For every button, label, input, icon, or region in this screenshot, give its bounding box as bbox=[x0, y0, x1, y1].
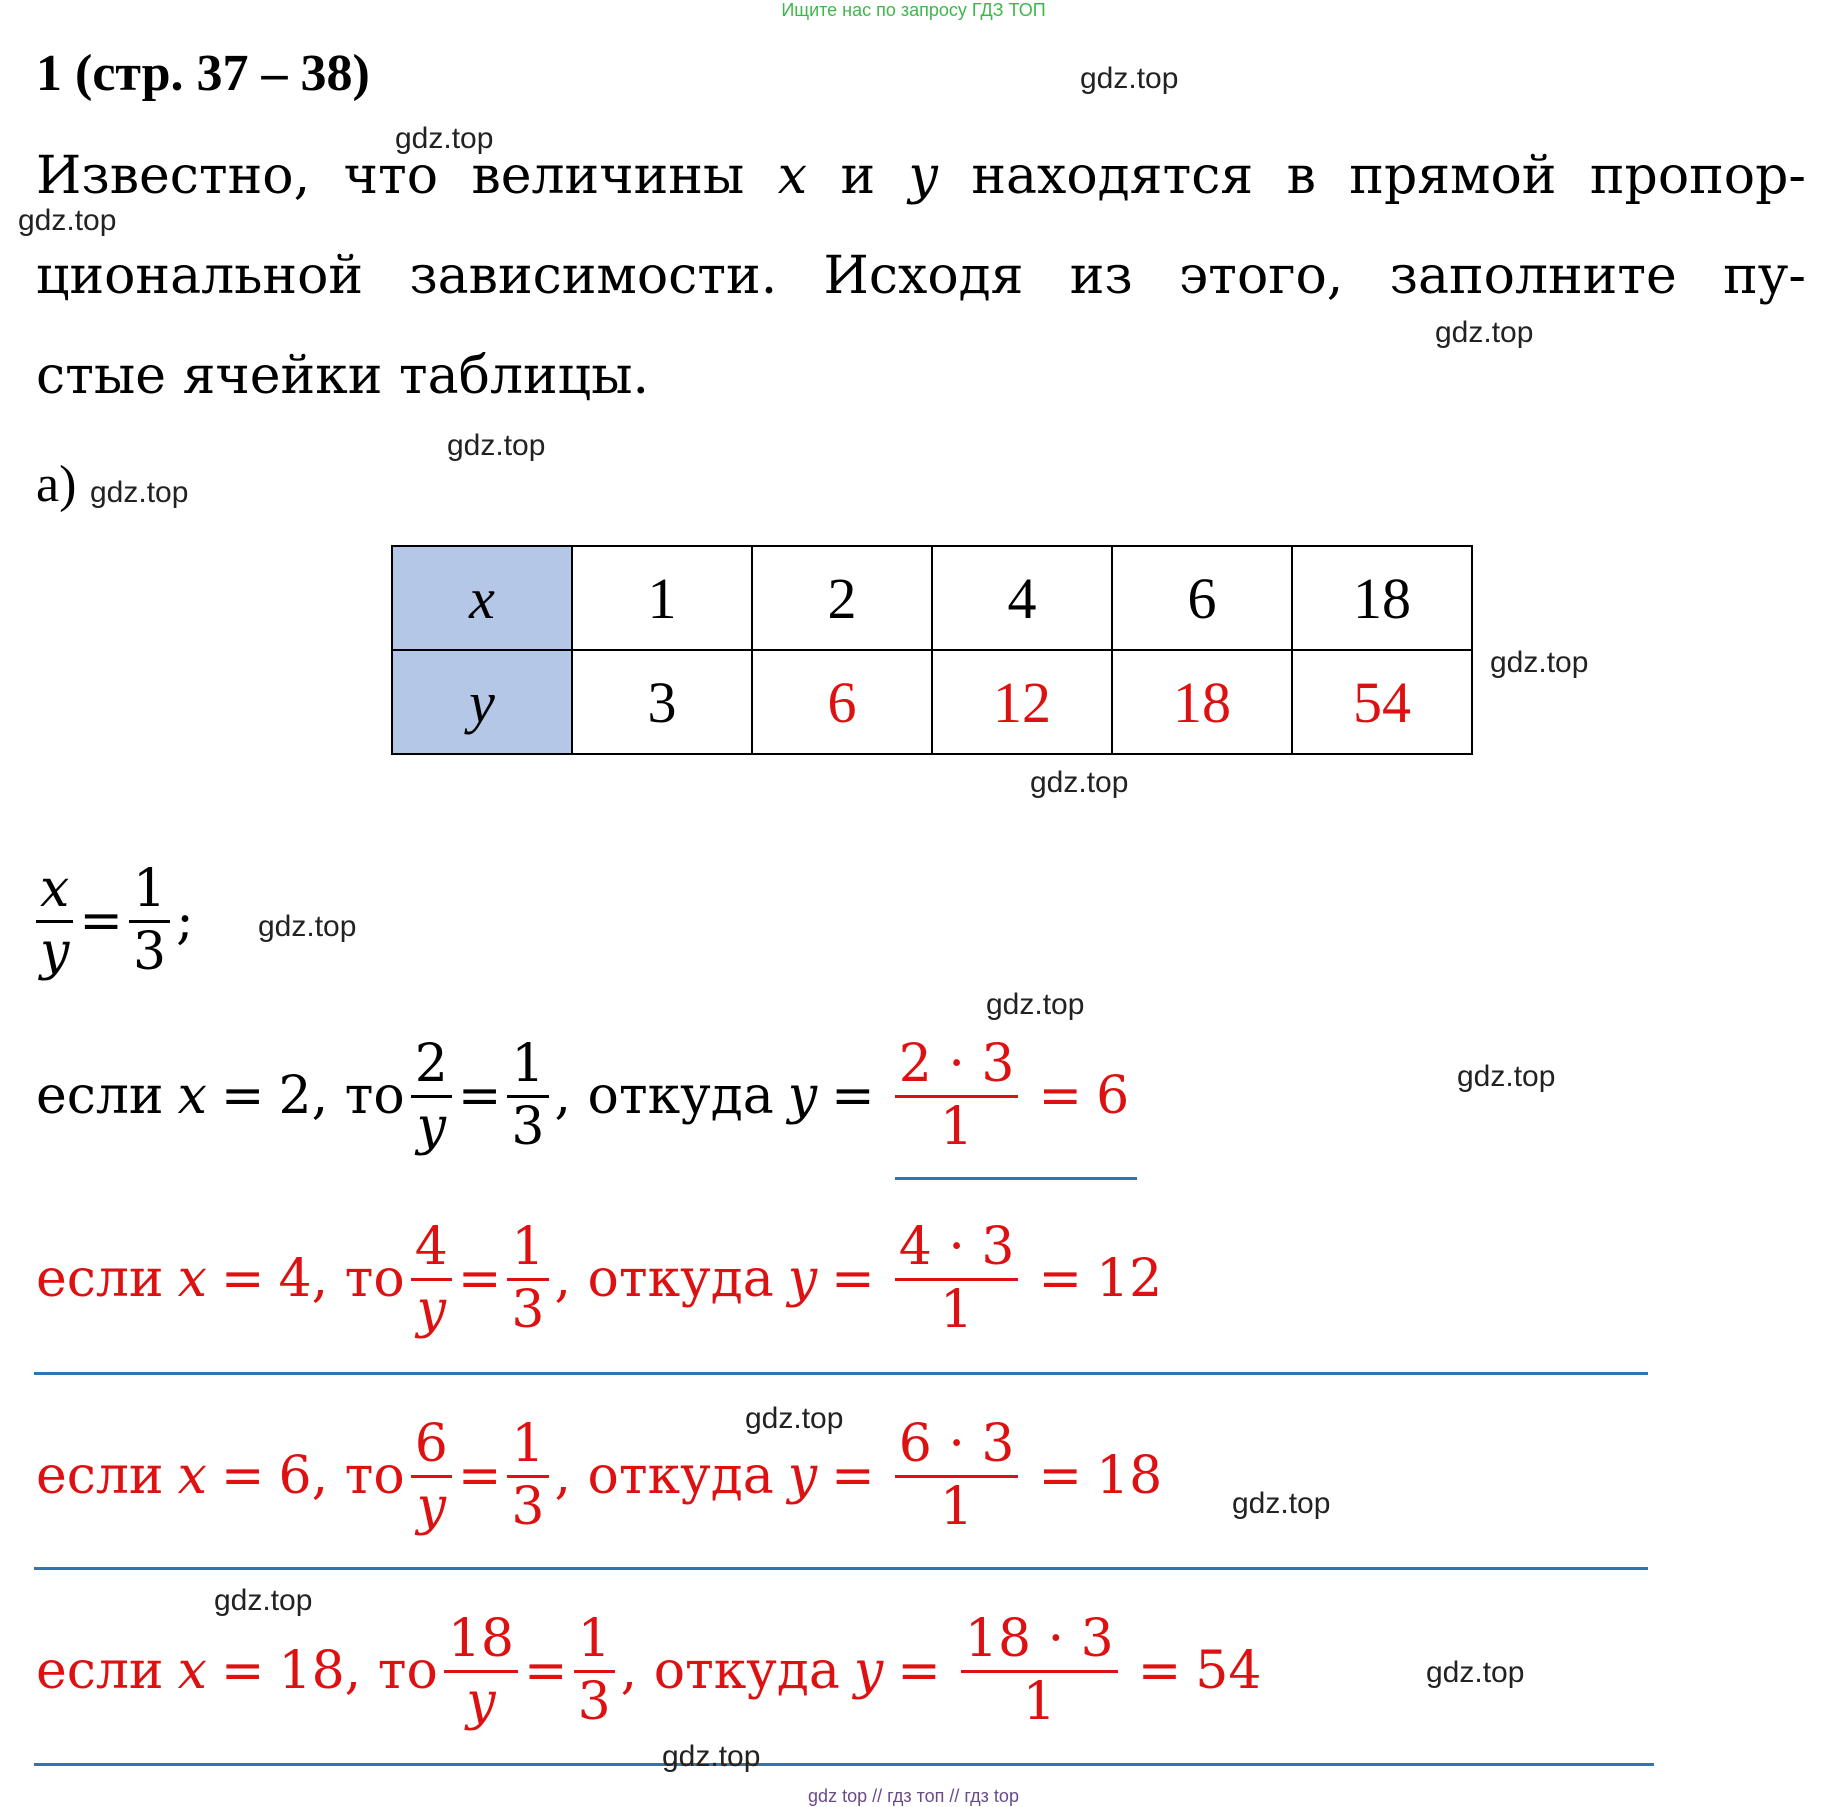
equals-sign: = bbox=[220, 1641, 265, 1702]
var-x: x bbox=[177, 1066, 207, 1127]
result: 18 bbox=[1096, 1446, 1163, 1507]
equals-sign: = bbox=[457, 1249, 502, 1310]
word: зависимости. bbox=[409, 246, 778, 306]
table-row bbox=[392, 650, 1472, 754]
numerator: 4 · 3 bbox=[898, 1217, 1015, 1277]
fraction bbox=[411, 1218, 452, 1341]
fraction bbox=[574, 1610, 615, 1733]
denominator: y bbox=[466, 1671, 496, 1732]
numerator: 2 · 3 bbox=[898, 1034, 1015, 1094]
ratio-formula bbox=[30, 860, 194, 983]
table-cell: 18 bbox=[1292, 546, 1472, 650]
value: 6 bbox=[278, 1446, 312, 1507]
solution-line-1 bbox=[36, 1035, 1129, 1158]
fraction bbox=[444, 1610, 518, 1733]
fraction bbox=[895, 1415, 1019, 1538]
solution-line-3 bbox=[36, 1415, 1162, 1538]
fraction bbox=[961, 1610, 1118, 1733]
word: , то bbox=[311, 1249, 405, 1310]
answer-underline bbox=[34, 1763, 1654, 1766]
word: находятся bbox=[971, 146, 1254, 206]
numerator: 1 bbox=[577, 1609, 611, 1669]
fraction bbox=[507, 1218, 548, 1341]
equals-sign: = bbox=[897, 1641, 941, 1702]
value: 2 bbox=[278, 1066, 312, 1127]
table-row bbox=[392, 546, 1472, 650]
numerator: 6 bbox=[414, 1414, 448, 1474]
fraction bbox=[895, 1035, 1019, 1158]
word: пу- bbox=[1723, 246, 1806, 306]
result: 12 bbox=[1096, 1249, 1163, 1310]
header-cell-y: y bbox=[392, 650, 572, 754]
denominator: 3 bbox=[511, 1096, 545, 1157]
task-text-line-3: стые ячейки таблицы. bbox=[36, 346, 650, 406]
var-x: x bbox=[777, 146, 808, 206]
semicolon: ; bbox=[176, 891, 194, 952]
numerator: x bbox=[40, 859, 70, 919]
denominator: 3 bbox=[511, 1279, 545, 1340]
word: этого, bbox=[1179, 246, 1344, 306]
fraction bbox=[411, 1415, 452, 1538]
part-label: а) bbox=[36, 456, 77, 513]
var-y: y bbox=[908, 146, 938, 206]
watermark: gdz.top bbox=[1426, 1656, 1525, 1689]
task-title: 1 (стр. 37 – 38) bbox=[36, 45, 370, 102]
equals-sign: = bbox=[523, 1641, 568, 1702]
word: , откуда bbox=[554, 1446, 774, 1507]
watermark: gdz.top bbox=[662, 1740, 761, 1773]
equals-sign: = bbox=[220, 1066, 265, 1127]
word: если bbox=[36, 1641, 164, 1702]
header-cell-x: x bbox=[392, 546, 572, 650]
equals-sign: = bbox=[457, 1066, 502, 1127]
table-cell: 4 bbox=[932, 546, 1112, 650]
word: прямой bbox=[1349, 146, 1557, 206]
watermark: gdz.top bbox=[18, 204, 117, 237]
equals-sign: = bbox=[1038, 1249, 1083, 1310]
answer-cell: 12 bbox=[932, 650, 1112, 754]
denominator: 1 bbox=[940, 1476, 974, 1537]
fraction bbox=[507, 1035, 548, 1158]
solution-line-4 bbox=[36, 1610, 1261, 1733]
denominator: 3 bbox=[132, 921, 167, 982]
table-cell: 6 bbox=[1112, 546, 1292, 650]
equals-sign: = bbox=[1137, 1641, 1182, 1702]
result: 54 bbox=[1195, 1641, 1262, 1702]
word: если bbox=[36, 1249, 164, 1310]
denominator: y bbox=[416, 1279, 446, 1340]
word: если bbox=[36, 1066, 164, 1127]
answer-underline bbox=[34, 1372, 1648, 1375]
numerator: 2 bbox=[414, 1034, 448, 1094]
watermark: gdz.top bbox=[1080, 62, 1179, 95]
answer-cell: 54 bbox=[1292, 650, 1472, 754]
task-text-line-2 bbox=[36, 246, 1806, 306]
numerator: 18 bbox=[447, 1609, 514, 1669]
fraction bbox=[507, 1415, 548, 1538]
watermark: gdz.top bbox=[214, 1584, 313, 1617]
denominator: 1 bbox=[940, 1279, 974, 1340]
word: величины bbox=[471, 146, 745, 206]
fraction bbox=[129, 860, 170, 983]
word: из bbox=[1069, 246, 1133, 306]
denominator: 3 bbox=[577, 1671, 611, 1732]
denominator: 1 bbox=[1022, 1671, 1056, 1732]
table-cell: 3 bbox=[572, 650, 752, 754]
fraction bbox=[895, 1218, 1019, 1341]
word: , то bbox=[311, 1066, 405, 1127]
equals-sign: = bbox=[831, 1249, 875, 1310]
table-cell: 1 bbox=[572, 546, 752, 650]
denominator: y bbox=[416, 1476, 446, 1537]
answer-underline bbox=[895, 1177, 1137, 1180]
top-banner: Ищите нас по запросу ГДЗ ТОП bbox=[781, 0, 1046, 20]
word: , откуда bbox=[620, 1641, 840, 1702]
value: 18 bbox=[278, 1641, 345, 1702]
denominator: 3 bbox=[511, 1476, 545, 1537]
denominator: y bbox=[416, 1096, 446, 1157]
word: Известно, bbox=[36, 146, 311, 206]
numerator: 1 bbox=[511, 1034, 545, 1094]
word: , откуда bbox=[554, 1066, 774, 1127]
word: пропор- bbox=[1589, 146, 1806, 206]
word: , то bbox=[311, 1446, 405, 1507]
watermark: gdz.top bbox=[1232, 1487, 1331, 1520]
watermark: gdz.top bbox=[258, 910, 357, 943]
watermark: gdz.top bbox=[1490, 646, 1589, 679]
fraction bbox=[36, 860, 73, 983]
word: , то bbox=[344, 1641, 438, 1702]
word: в bbox=[1286, 146, 1316, 206]
equals-sign: = bbox=[831, 1066, 875, 1127]
word: циональной bbox=[36, 246, 364, 306]
answer-cell: 18 bbox=[1112, 650, 1292, 754]
word: если bbox=[36, 1446, 164, 1507]
numerator: 1 bbox=[511, 1414, 545, 1474]
watermark: gdz.top bbox=[395, 122, 494, 155]
equals-sign: = bbox=[1038, 1066, 1083, 1127]
var-y: y bbox=[787, 1446, 818, 1507]
numerator: 1 bbox=[132, 859, 167, 919]
table-cell: 2 bbox=[752, 546, 932, 650]
denominator: y bbox=[40, 921, 70, 982]
var-y: y bbox=[787, 1066, 818, 1127]
watermark: gdz.top bbox=[745, 1402, 844, 1435]
equals-sign: = bbox=[1038, 1446, 1083, 1507]
numerator: 18 · 3 bbox=[964, 1609, 1114, 1669]
watermark: gdz.top bbox=[1457, 1060, 1556, 1093]
watermark: gdz.top bbox=[986, 988, 1085, 1021]
answer-expression bbox=[889, 1035, 1129, 1158]
var-y: y bbox=[787, 1249, 818, 1310]
equals-sign: = bbox=[220, 1446, 265, 1507]
word: Исходя bbox=[823, 246, 1024, 306]
var-y: y bbox=[853, 1641, 884, 1702]
watermark: gdz.top bbox=[1030, 766, 1129, 799]
var-x: x bbox=[177, 1249, 207, 1310]
numerator: 4 bbox=[414, 1217, 448, 1277]
solution-line-2 bbox=[36, 1218, 1162, 1341]
equals-sign: = bbox=[220, 1249, 265, 1310]
watermark: gdz.top bbox=[90, 476, 189, 509]
value: 4 bbox=[278, 1249, 312, 1310]
word: , откуда bbox=[554, 1249, 774, 1310]
equals-sign: = bbox=[79, 891, 123, 952]
watermark: gdz.top bbox=[1435, 316, 1534, 349]
bottom-banner: gdz top // гдз топ // гдз top bbox=[808, 1786, 1019, 1806]
equals-sign: = bbox=[831, 1446, 875, 1507]
var-x: x bbox=[177, 1641, 207, 1702]
word: и bbox=[840, 146, 876, 206]
result: 6 bbox=[1096, 1066, 1130, 1127]
var-x: x bbox=[177, 1446, 207, 1507]
denominator: 1 bbox=[940, 1096, 974, 1157]
fraction bbox=[411, 1035, 452, 1158]
word: заполните bbox=[1389, 246, 1677, 306]
task-text-line-1 bbox=[36, 146, 1806, 206]
numerator: 1 bbox=[511, 1217, 545, 1277]
answer-cell: 6 bbox=[752, 650, 932, 754]
numerator: 6 · 3 bbox=[898, 1414, 1015, 1474]
equals-sign: = bbox=[457, 1446, 502, 1507]
watermark: gdz.top bbox=[447, 429, 546, 462]
answer-underline bbox=[34, 1567, 1648, 1570]
word: что bbox=[343, 146, 439, 206]
proportion-table bbox=[391, 545, 1473, 755]
